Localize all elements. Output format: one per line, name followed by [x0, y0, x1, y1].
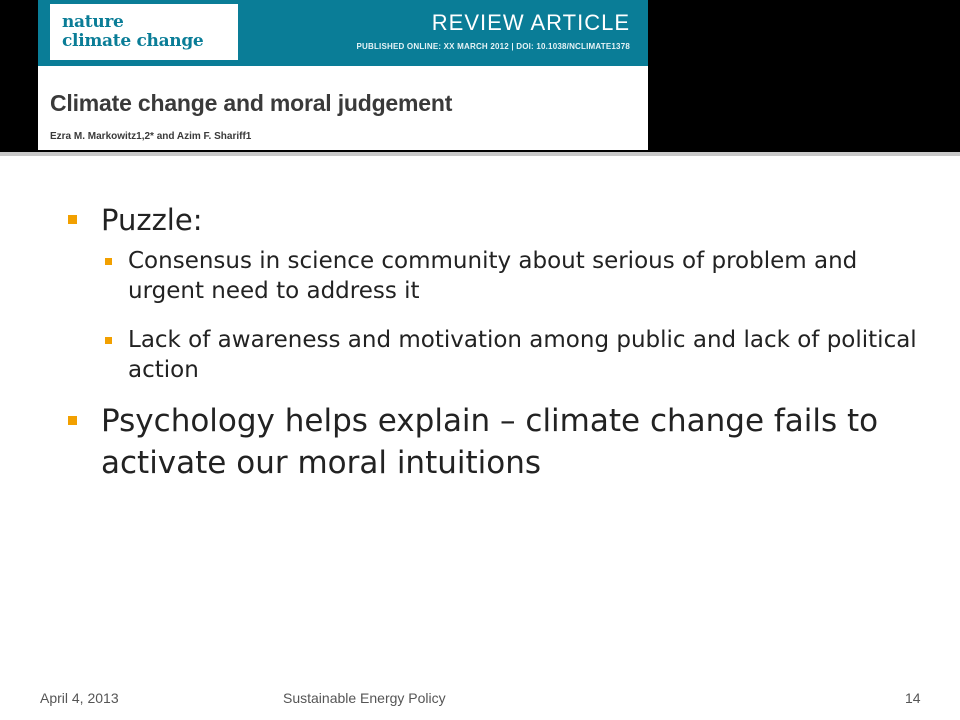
journal-banner	[38, 0, 648, 66]
bullet-text: Puzzle:	[101, 203, 203, 237]
footer-course: Sustainable Energy Policy	[283, 690, 446, 706]
footer-date: April 4, 2013	[40, 690, 119, 706]
paper-title: Climate change and moral judgement	[50, 90, 453, 116]
header-band	[0, 0, 960, 152]
sub-bullet-text: Consensus in science community about serious of problem and urgent need to address it	[128, 248, 858, 304]
bullet-square-icon	[68, 416, 77, 425]
paper-authors: Ezra M. Markowitz1,2* and Azim F. Shariff1	[50, 131, 252, 142]
paper-header-image	[38, 0, 648, 150]
journal-name-line1: nature	[62, 12, 124, 32]
slide-body	[68, 200, 928, 490]
slide-number: 14	[905, 690, 921, 706]
bullet-square-icon	[105, 337, 112, 344]
bullet-text: Psychology helps explain – climate change fails to activate our moral intuitions	[101, 403, 879, 481]
sub-bullet-consensus	[105, 246, 928, 306]
sub-bullet-awareness	[105, 325, 928, 385]
bullet-puzzle	[68, 200, 928, 240]
journal-logo	[50, 4, 238, 60]
bullet-psychology	[68, 400, 928, 484]
sub-bullet-text: Lack of awareness and motivation among public and lack of political action	[128, 327, 917, 383]
publication-info: PUBLISHED ONLINE: XX MARCH 2012 | DOI: 10.1038/NCLIMATE1378	[356, 42, 630, 51]
bullet-square-icon	[105, 258, 112, 265]
journal-name-line2: climate change	[62, 31, 204, 51]
bullet-square-icon	[68, 215, 77, 224]
header-divider	[0, 152, 960, 156]
article-type: REVIEW ARTICLE	[431, 10, 630, 35]
